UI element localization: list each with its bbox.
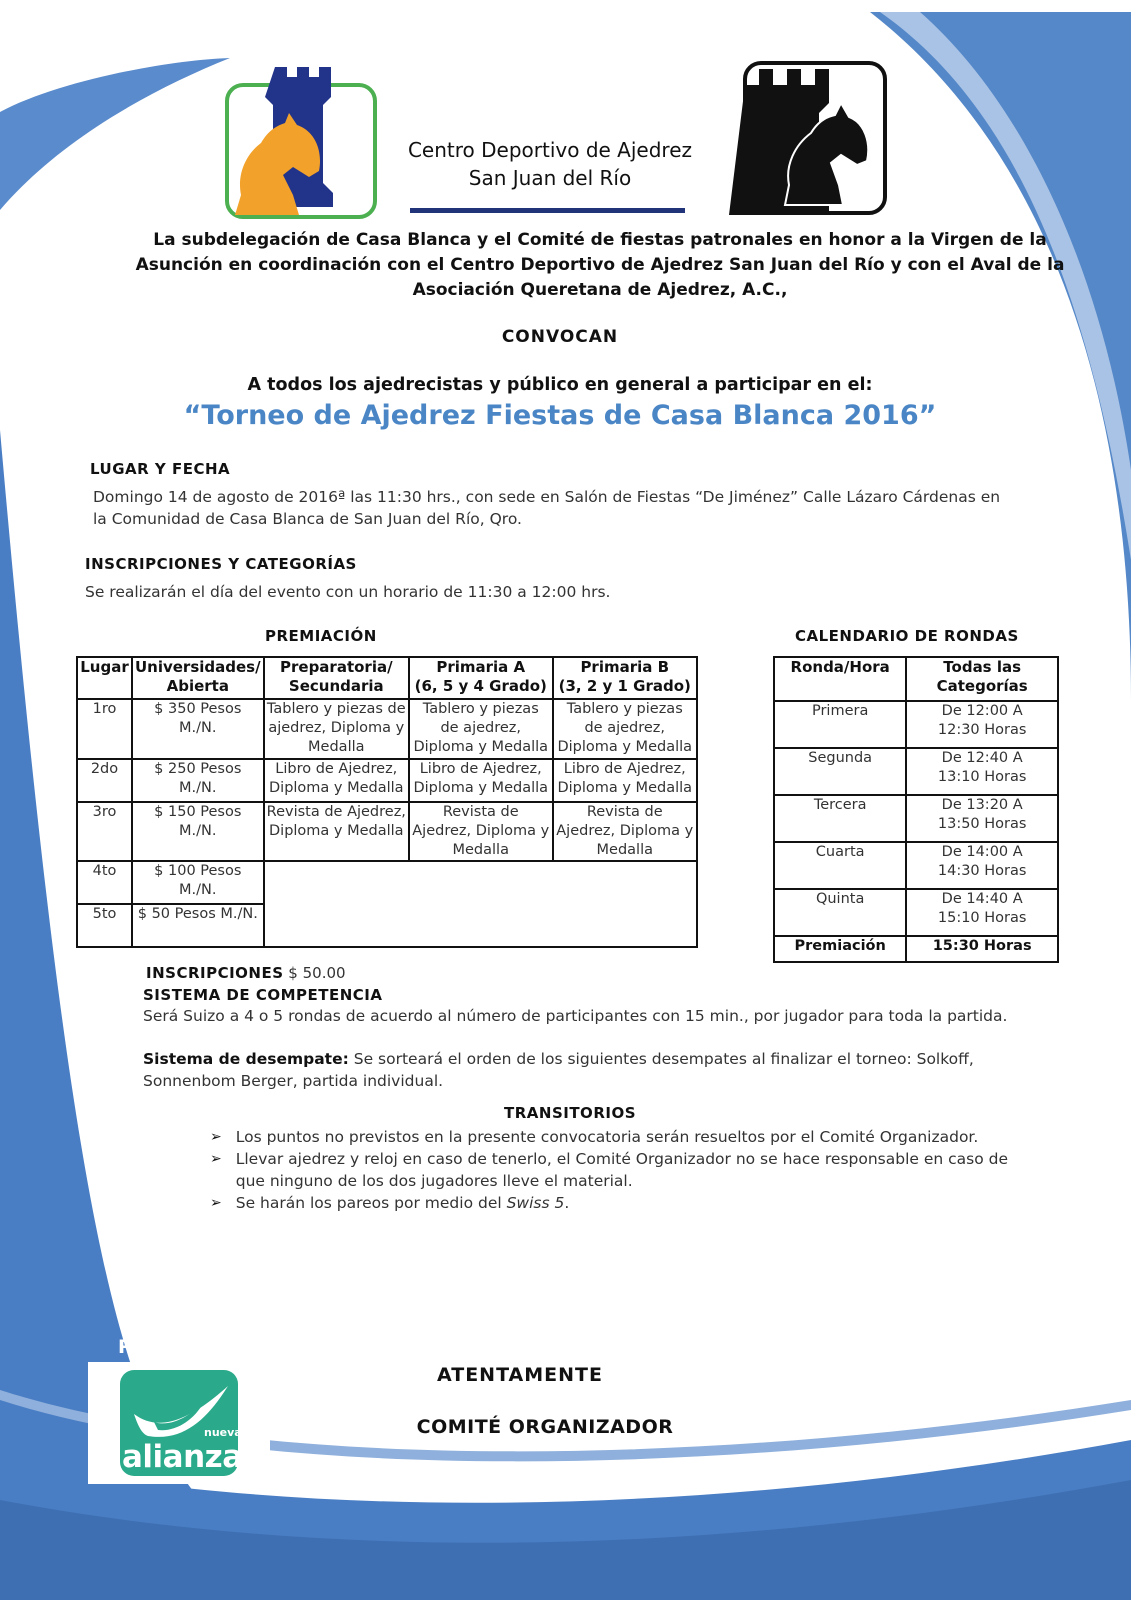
- item3-pre: Se harán los pareos por medio del: [235, 1194, 507, 1212]
- empty-cell: [264, 861, 697, 947]
- list-item-text: Llevar ajedrez y reloj en caso de tenerlo, el Comité Organizador no se hace responsable en caso de que ninguno de los dos jugadores lleve el material.: [235, 1150, 1009, 1190]
- page-title: [380, 136, 720, 192]
- invitation-text: A todos los ajedrecistas y público en general a participar en el:: [247, 375, 873, 395]
- calendar-header-row: [774, 657, 1058, 701]
- inscripciones-heading: INSCRIPCIONES Y CATEGORÍAS: [85, 555, 357, 573]
- header-ronda: Ronda/Hora: [774, 657, 906, 701]
- calendar-row: [774, 748, 1058, 795]
- table-row: [77, 759, 697, 802]
- lugar-text: [93, 486, 1083, 530]
- premiacion-heading: PREMIACIÓN: [265, 627, 377, 645]
- cell-prim-a: Revista de Ajedrez, Diploma y Medalla: [409, 802, 553, 861]
- cell-lugar: 3ro: [77, 802, 132, 861]
- list-item: [210, 1192, 1030, 1214]
- title-line-1: Centro Deportivo de Ajedrez: [407, 138, 693, 162]
- cell-prim-b: Libro de Ajedrez, Diploma y Medalla: [553, 759, 698, 802]
- header-preparatoria: Preparatoria/ Secundaria: [264, 657, 409, 699]
- calendar-row: [774, 889, 1058, 936]
- title-underline: [410, 208, 685, 213]
- cell-hora: De 14:00 A 14:30 Horas: [906, 842, 1058, 889]
- title-line-2: San Juan del Río: [468, 166, 632, 190]
- header-primaria-b-label: Primaria B: [580, 658, 670, 676]
- cell-ronda: Cuarta: [774, 842, 906, 889]
- cell-hora: De 12:40 A 13:10 Horas: [906, 748, 1058, 795]
- costo-line: [146, 964, 346, 982]
- chess-logo-color-icon: [215, 55, 385, 225]
- cell-hora: De 13:20 A 13:50 Horas: [906, 795, 1058, 842]
- atentamente-text: ATENTAMENTE: [437, 1364, 603, 1386]
- cell-univ: $ 50 Pesos M./N.: [132, 904, 264, 947]
- lugar-heading: LUGAR Y FECHA: [90, 460, 231, 478]
- premiacion-table: [76, 656, 698, 948]
- header-universidades: Universidades/ Abierta: [132, 657, 264, 699]
- cell-hora-final: 15:30 Horas: [906, 936, 1058, 962]
- inscripciones-text: Se realizarán el día del evento con un horario de 11:30 a 12:00 hrs.: [85, 583, 611, 601]
- cell-lugar: 2do: [77, 759, 132, 802]
- cell-lugar: 4to: [77, 861, 132, 904]
- calendar-row-final: [774, 936, 1058, 962]
- arrow-bullet-icon: ➢: [210, 1151, 222, 1167]
- cell-univ: $ 250 Pesos M./N.: [132, 759, 264, 802]
- intro-line-3: Asociación Queretana de Ajedrez, A.C.,: [412, 280, 788, 300]
- cell-prim-a: Libro de Ajedrez, Diploma y Medalla: [409, 759, 553, 802]
- list-item-text: [236, 1192, 570, 1214]
- transitorios-list: [210, 1126, 1030, 1214]
- calendario-heading: CALENDARIO DE RONDAS: [795, 627, 1019, 645]
- desempate-paragraph: [143, 1048, 1043, 1092]
- table-row: [77, 699, 697, 759]
- tournament-title: “Torneo de Ajedrez Fiestas de Casa Blanca 2016”: [183, 400, 937, 431]
- intro-paragraph: [120, 228, 1080, 303]
- item3-post: .: [564, 1194, 570, 1212]
- chess-logo-black-icon: [725, 55, 895, 220]
- list-item: [210, 1148, 1030, 1192]
- header-primaria-b: [553, 657, 698, 699]
- sistema-text: Será Suizo a 4 o 5 rondas de acuerdo al número de participantes con 15 min., por jugador para toda la partida.: [143, 1007, 1008, 1025]
- table-row: [77, 861, 697, 904]
- header-primaria-a: [409, 657, 553, 699]
- header-primaria-a-grades: (6, 5 y 4 Grado): [414, 677, 547, 695]
- arrow-bullet-icon: ➢: [210, 1129, 222, 1145]
- desempate-text-1: Se sorteará el orden de los siguientes desempates al finalizar el torneo: Solkoff,: [348, 1050, 974, 1068]
- header-lugar: Lugar: [77, 657, 132, 699]
- cell-prepa: Revista de Ajedrez, Diploma y Medalla: [264, 802, 409, 861]
- cell-ronda: Primera: [774, 701, 906, 748]
- intro-line-2: Asunción en coordinación con el Centro Deportivo de Ajedrez San Juan del Río y con el Aval de la: [135, 255, 1065, 275]
- comite-text: COMITÉ ORGANIZADOR: [416, 1416, 674, 1438]
- cell-univ: $ 150 Pesos M./N.: [132, 802, 264, 861]
- cell-univ: $ 350 Pesos M./N.: [132, 699, 264, 759]
- arrow-bullet-icon: ➢: [210, 1195, 222, 1211]
- desempate-line-2: Sonnenbom Berger, partida individual.: [143, 1072, 444, 1090]
- table-row: [77, 802, 697, 861]
- cell-ronda: Tercera: [774, 795, 906, 842]
- costo-label: INSCRIPCIONES: [146, 964, 284, 982]
- cell-prim-a: Tablero y piezas de ajedrez, Diploma y Medalla: [409, 699, 553, 759]
- cell-univ: $ 100 Pesos M./N.: [132, 861, 264, 904]
- cell-prim-b: Tablero y piezas de ajedrez, Diploma y Medalla: [553, 699, 698, 759]
- header-todas: Todas las Categorías: [906, 657, 1058, 701]
- sponsor-logo: [88, 1362, 270, 1484]
- calendario-table: [773, 656, 1059, 963]
- intro-line-1: La subdelegación de Casa Blanca y el Comité de fiestas patronales en honor a la Virgen de la: [153, 230, 1047, 250]
- item3-emphasis: Swiss 5: [506, 1194, 565, 1212]
- table-header-row: [77, 657, 697, 699]
- cell-hora: De 14:40 A 15:10 Horas: [906, 889, 1058, 936]
- calendar-row: [774, 842, 1058, 889]
- desempate-line-1: [143, 1048, 1043, 1070]
- logo-big-text: alianza: [122, 1439, 243, 1475]
- lugar-line-2: la Comunidad de Casa Blanca de San Juan del Río, Qro.: [93, 510, 522, 528]
- cell-lugar: 5to: [77, 904, 132, 947]
- costo-value: $ 50.00: [288, 964, 346, 982]
- cell-lugar: 1ro: [77, 699, 132, 759]
- cell-prepa: Libro de Ajedrez, Diploma y Medalla: [264, 759, 409, 802]
- list-item: [210, 1126, 1030, 1148]
- cell-hora: De 12:00 A 12:30 Horas: [906, 701, 1058, 748]
- list-item-text: Los puntos no previstos en la presente convocatoria serán resueltos por el Comité Organizador.: [235, 1128, 979, 1146]
- cell-ronda-final: Premiación: [774, 936, 906, 962]
- cell-ronda: Segunda: [774, 748, 906, 795]
- calendar-row: [774, 701, 1058, 748]
- header-primaria-a-label: Primaria A: [436, 658, 526, 676]
- convocan-heading: CONVOCAN: [501, 327, 619, 347]
- cell-ronda: Quinta: [774, 889, 906, 936]
- calendar-row: [774, 795, 1058, 842]
- sistema-heading: SISTEMA DE COMPETENCIA: [143, 986, 383, 1004]
- header-primaria-b-grades: (3, 2 y 1 Grado): [558, 677, 691, 695]
- desempate-label: Sistema de desempate:: [143, 1050, 349, 1068]
- patrocinador-label: Patrocinador: [118, 1336, 256, 1358]
- cell-prim-b: Revista de Ajedrez, Diploma y Medalla: [553, 802, 698, 861]
- logo-small-text: nueva: [204, 1426, 242, 1439]
- transitorios-heading: TRANSITORIOS: [504, 1104, 636, 1122]
- cell-prepa: Tablero y piezas de ajedrez, Diploma y Medalla: [264, 699, 409, 759]
- lugar-line-1: Domingo 14 de agosto de 2016ª las 11:30 hrs., con sede en Salón de Fiestas “De Jiménez” Calle Lázaro Cárdenas en: [93, 488, 1001, 506]
